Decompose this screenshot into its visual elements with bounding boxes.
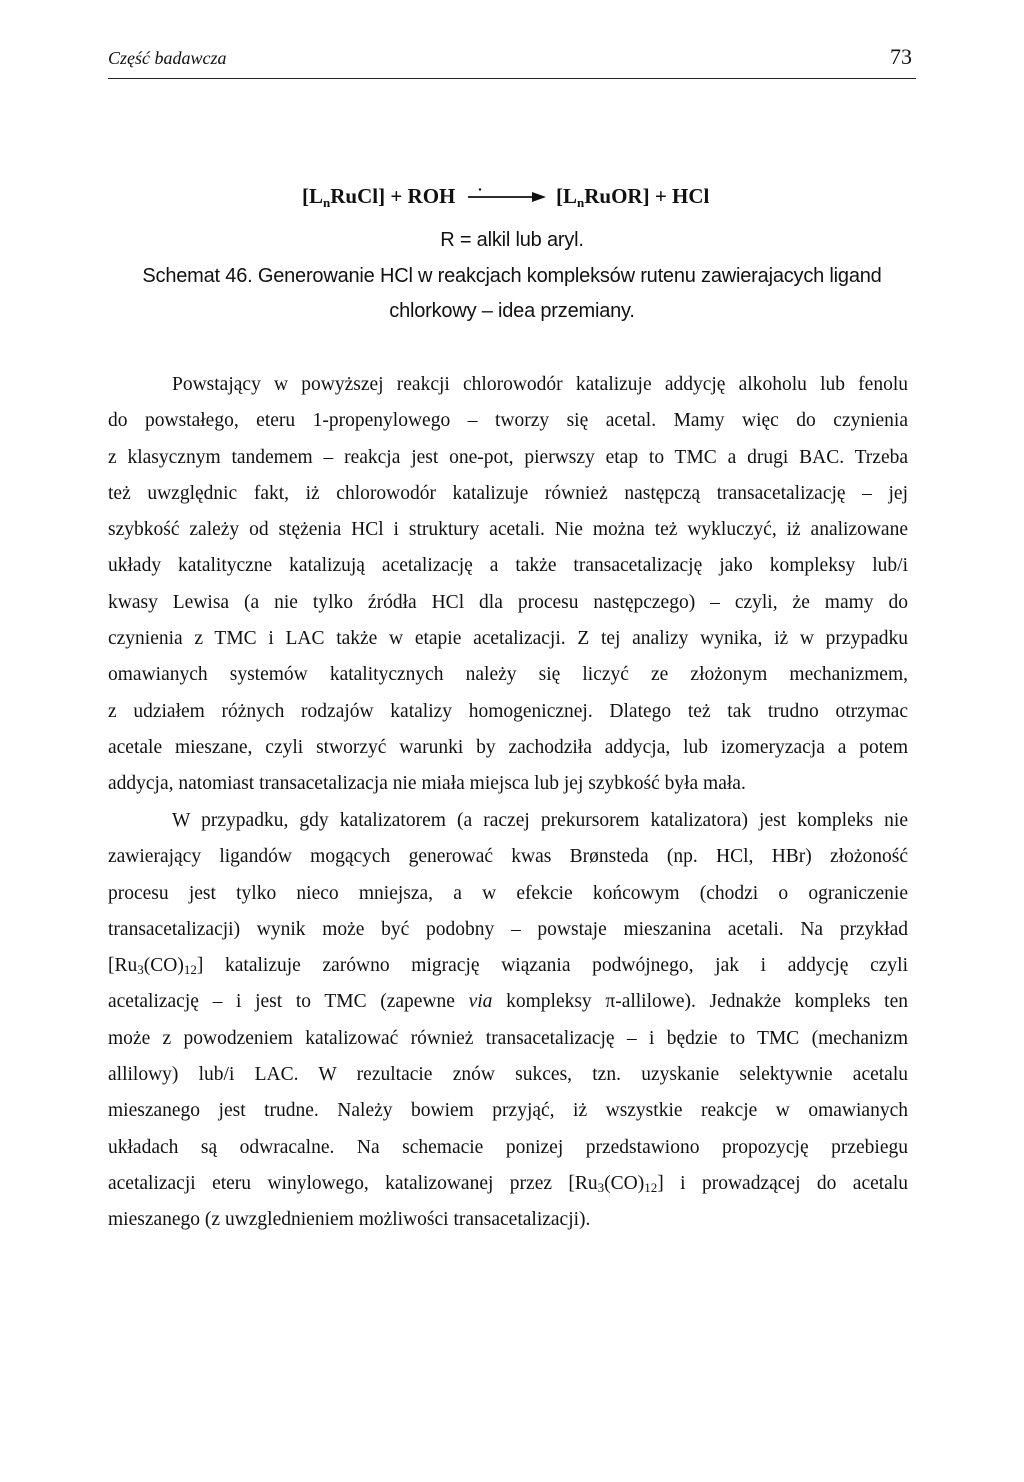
paragraph-2-line: transacetalizacji) wynik może być podobny – powstaje mieszanina acetali. Na przykład	[108, 918, 908, 940]
paragraph-2-line: acetalizacji eteru winylowego, katalizowanej przez $[Ru_3(CO)_{12}]$ i prowadzącej do acetalu	[108, 1172, 908, 1195]
paragraph-1-line: Powstający w powyższej reakcji chlorowodór katalizuje addycję alkoholu lub fenolu	[172, 374, 908, 395]
paragraph-1-line: czynienia z TMC i LAC także w etapie acetalizacji. Z tej analizy wynika, iż w przypadku	[108, 628, 908, 650]
paragraph-1-line: acetale mieszane, czyli stworzyć warunki by zachodziła addycja, lub izomeryzacja a potem	[108, 736, 908, 758]
paragraph-2	[108, 803, 908, 1239]
header-rule	[108, 78, 916, 79]
reaction-scheme	[0, 178, 1024, 218]
paragraph-2-line: może z powodzeniem katalizować również transacetalizację – i będzie to TMC (mechanizm	[108, 1027, 908, 1049]
running-header-title: Część badawcza	[108, 48, 227, 68]
paragraph-1-line: też uwzględnic fakt, iż chlorowodór katalizuje również następczą transacetalizację – jej	[108, 482, 908, 504]
paragraph-2-line: acetalizację – i jest to TMC (zapewne via kompleksy π-allilowe). Jednakże kompleks ten	[108, 991, 908, 1013]
paragraph-1-line: szybkość zależy od stężenia HCl i struktury acetali. Nie można też wykluczyć, iż analizowane	[108, 519, 908, 541]
paragraph-1-line: omawianych systemów katalitycznych należy się liczyć ze złożonym mechanizmem,	[108, 664, 908, 686]
paragraph-1-line: addycja, natomiast transacetalizacja nie miała miejsca lub jej szybkość była mała.	[108, 773, 746, 795]
scheme-caption-line-1: Schemat 46. Generowanie HCl w reakcjach kompleksów rutenu zawierajacych ligand	[142, 265, 882, 287]
scheme-caption-line-2: chlorkowy – idea przemiany.	[389, 300, 635, 322]
paragraph-2-line: W przypadku, gdy katalizatorem (a raczej prekursorem katalizatora) jest kompleks nie	[172, 810, 908, 831]
paragraph-1-line: z klasycznym tandemem – reakcja jest one-pot, pierwszy etap to TMC a drugi BAC. Trzeba	[108, 446, 908, 468]
paragraph-1	[108, 367, 908, 803]
reaction-reactants: $[L_nRuCl]$ + ROH	[302, 184, 456, 210]
paragraph-2-line: procesu jest tylko nieco mniejsza, a w efekcie końcowym (chodzi o ograniczenie	[108, 882, 908, 904]
reaction-arrow-icon	[466, 188, 548, 204]
paragraph-1-line: kwasy Lewisa (a nie tylko źródła HCl dla procesu następczego) – czyli, że mamy do	[108, 591, 908, 613]
running-header	[108, 44, 912, 76]
paragraph-1-line: z udziałem różnych rodzajów katalizy homogenicznej. Dlatego też tak trudno otrzymac	[108, 700, 908, 722]
paragraph-1-line: do powstałego, eteru 1-propenylowego – tworzy się acetal. Mamy więc do czynienia	[108, 410, 908, 432]
page-number: 73	[890, 44, 912, 69]
paragraph-1-line: układy katalityczne katalizują acetalizację a także transacetalizację jako kompleksy lub/i	[108, 555, 908, 577]
reaction-products: $[L_nRuOR]$ + HCl	[556, 184, 710, 210]
paragraph-2-line: zawierający ligandów mogących generować kwas Brønsteda (np. HCl, HBr) złożoność	[108, 846, 908, 868]
paragraph-2-line: allilowy) lub/i LAC. W rezultacie znów sukces, tzn. uzyskanie selektywnie acetalu	[108, 1064, 908, 1086]
paragraph-2-line: mieszanego (z uwzglednieniem możliwości transacetalizacji).	[108, 1209, 591, 1231]
paragraph-2-line: mieszanego jest trudne. Należy bowiem przyjąć, iż wszystkie reakcje w omawianych	[108, 1100, 908, 1122]
paragraph-2-line: $[Ru_3(CO)_{12}]$ katalizuje zarówno migrację wiązania podwójnego, jak i addycję czyli	[108, 955, 908, 978]
paragraph-2-line: układach są odwracalne. Na schemacie ponizej przedstawiono propozycję przebiegu	[108, 1136, 908, 1158]
scheme-condition: R = alkil lub aryl.	[440, 229, 584, 251]
